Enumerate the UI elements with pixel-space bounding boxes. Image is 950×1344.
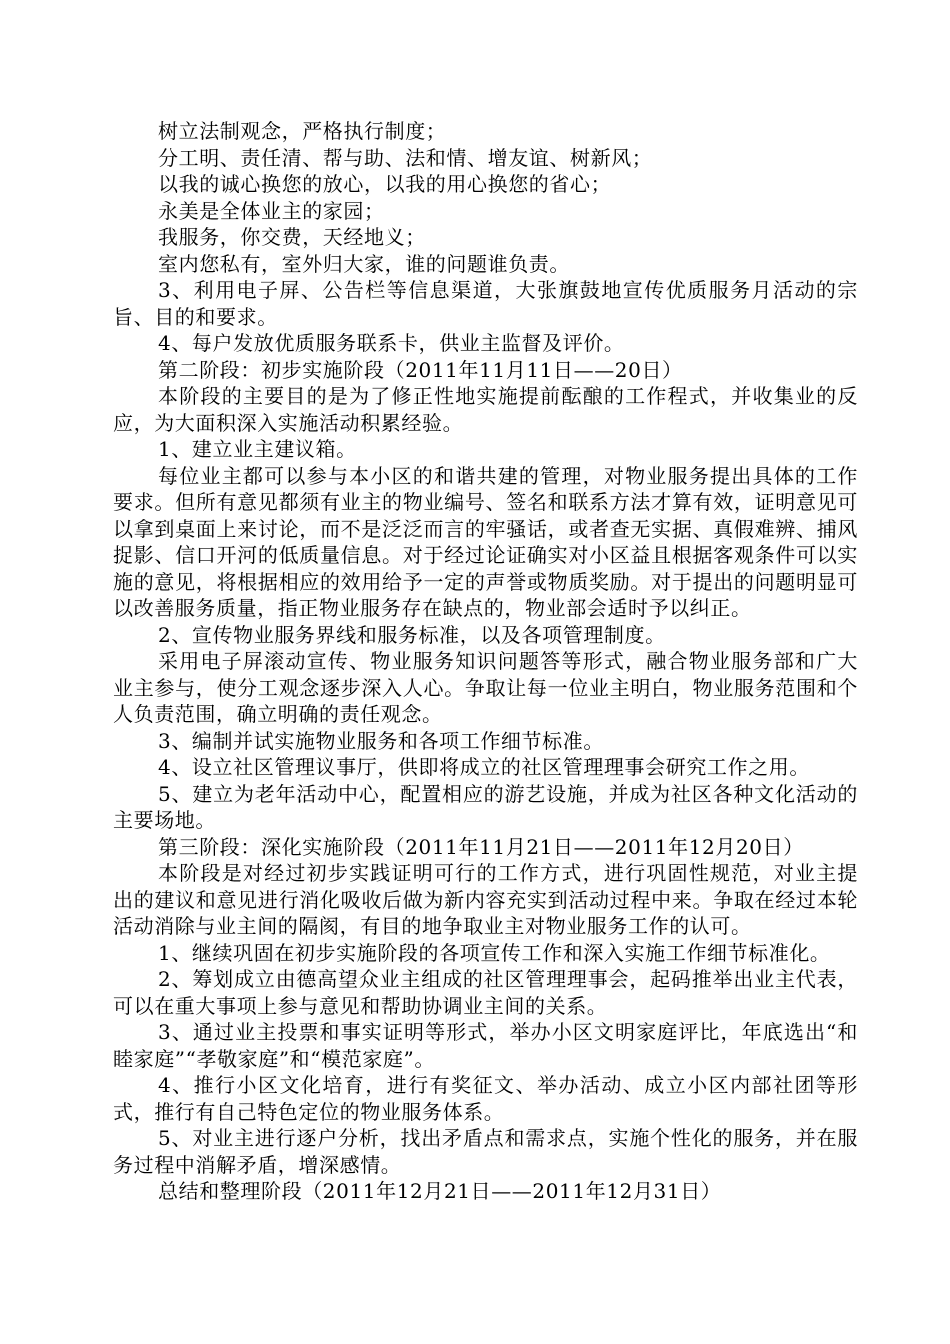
section-heading: 第二阶段：初步实施阶段（2011年11月11日——20日） (158, 357, 683, 382)
list-item: 3、编制并试实施物业服务和各项工作细节标准。 (158, 728, 604, 753)
list-item: 2、宣传物业服务界线和服务标准，以及各项管理制度。 (158, 622, 666, 647)
list-item: 1、继续巩固在初步实施阶段的各项宣传工作和深入实施工作细节标准化。 (158, 940, 831, 965)
list-item: 5、建立为老年活动中心，配置相应的游艺设施，并成为社区各种文化活动的主要场地。 (113, 781, 858, 832)
section-heading: 总结和整理阶段（2011年12月21日——2011年12月31日） (158, 1179, 722, 1203)
list-item: 4、每户发放优质服务联系卡，供业主监督及评价。 (158, 331, 625, 355)
list-item: 4、推行小区文化培育，进行有奖征文、举办活动、成立小区内部社团等形式，推行有自己特色定位的物业服务体系。 (113, 1073, 858, 1124)
body-paragraph: 本阶段的主要目的是为了修正性地实施提前酝酿的工作程式，并收集业的反应，为大面积深入实施活动积累经验。 (113, 384, 858, 435)
body-paragraph: 分工明、责任清、帮与助、法和情、增友谊、树新风； (158, 145, 653, 170)
body-paragraph: 室内您私有，室外归大家，谁的问题谁负责。 (158, 251, 570, 276)
list-item: 4、设立社区管理议事厅，供即将成立的社区管理理事会研究工作之用。 (158, 755, 810, 779)
body-paragraph: 树立法制观念，严格执行制度； (158, 119, 447, 143)
body-paragraph: 以我的诚心换您的放心，以我的用心换您的省心； (158, 172, 612, 196)
list-item: 3、通过业主投票和事实证明等形式，举办小区文明家庭评比，年底选出“和睦家庭”“孝敬家庭”和“模范家庭”。 (113, 1020, 858, 1071)
list-item: 5、对业主进行逐户分析，找出矛盾点和需求点，实施个性化的服务，并在服务过程中消解矛盾，增深感情。 (113, 1126, 858, 1177)
list-item: 2、筹划成立由德高望众业主组成的社区管理理事会，起码推举出业主代表，可以在重大事项上参与意见和帮助协调业主间的关系。 (113, 967, 858, 1018)
body-paragraph: 采用电子屏滚动宣传、物业服务知识问题答等形式，融合物业服务部和广大业主参与，使分工观念逐步深入人心。争取让每一位业主明白，物业服务范围和个人负责范围，确立明确的责任观念。 (113, 649, 858, 726)
body-paragraph: 永美是全体业主的家园； (158, 198, 385, 223)
document-body (113, 118, 858, 1205)
list-item: 1、建立业主建议箱。 (158, 437, 357, 461)
body-paragraph: 我服务，你交费，天经地义； (158, 225, 426, 249)
body-paragraph: 本阶段是对经过初步实践证明可行的工作方式，进行巩固性规范，对业主提出的建议和意见进行消化吸收后做为新内容充实到活动过程中来。争取在经过本轮活动消除与业主间的隔阂，有目的地争取业主对物业服务工作的认可。 (113, 861, 858, 938)
section-heading: 第三阶段：深化实施阶段（2011年11月21日——2011年12月20日） (158, 834, 804, 859)
body-paragraph: 每位业主都可以参与本小区的和谐共建的管理，对物业服务提出具体的工作要求。但所有意见都须有业主的物业编号、签名和联系方法才算有效，证明意见可以拿到桌面上来讨论，而不是泛泛而言的牢骚话，或者查无实据、真假难辨、捕风捉影、信口开河的低质量信息。对于经过论证确实对小区益且根据客观条件可以实施的意见，将根据相应的效用给予一定的声誉或物质奖励。对于提出的问题明显可以改善服务质量，指正物业服务存在缺点的，物业部会适时予以纠正。 (113, 463, 858, 620)
list-item: 3、利用电子屏、公告栏等信息渠道，大张旗鼓地宣传优质服务月活动的宗旨、目的和要求。 (113, 278, 858, 329)
